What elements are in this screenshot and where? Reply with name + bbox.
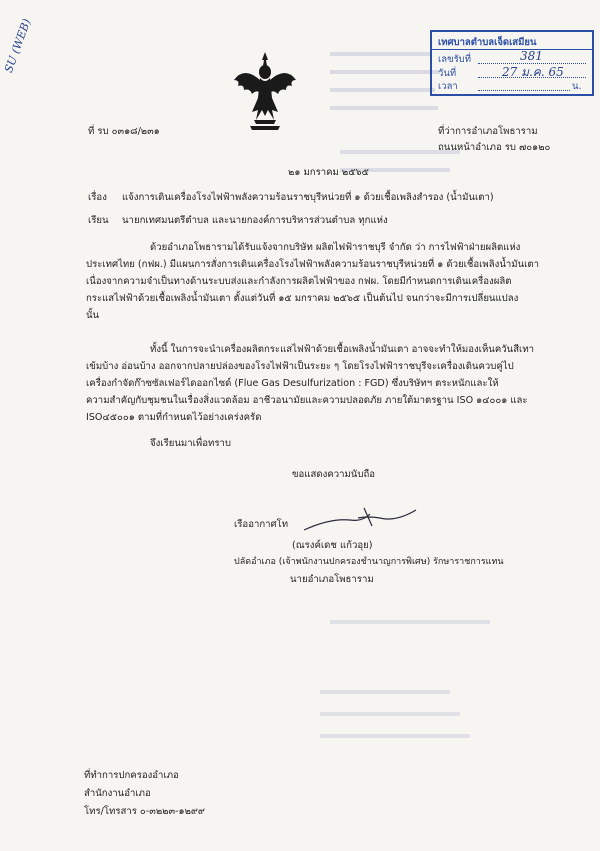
- recipient-text: นายกเทศมนตรีตำบล และนายกองค์การบริหารส่วนตำบล ทุกแห่ง: [122, 215, 388, 226]
- signer-position-1: ปลัดอำเภอ (เจ้าพนักงานปกครองชำนาญการพิเศษ) รักษาราชการแทน: [234, 557, 504, 567]
- stamp-title: เทศบาลตำบลเจ็ดเสมียน: [438, 37, 537, 48]
- stamp-no-value: 381: [520, 49, 543, 63]
- stamp-time-label: เวลา: [438, 81, 458, 92]
- receipt-stamp: [430, 30, 594, 96]
- signer-name: (ณรงค์เดช แก้วอุย): [292, 540, 373, 551]
- p2-line-4: ความสำคัญกับชุมชนในเรื่องสิ่งแวดล้อม อาชีวอนามัยและความปลอดภัย ภายใต้มาตรฐาน ISO ๑๔๐๐๑ และ: [86, 395, 528, 406]
- stamp-time-value: น.: [572, 81, 582, 92]
- footer-office: ที่ทำการปกครองอำเภอ: [84, 770, 179, 781]
- margin-note: SU (WEB): [2, 17, 34, 75]
- p1-line-5: นั้น: [86, 310, 100, 321]
- p2-line-5: ISO๔๕๐๐๑ ตามที่กำหนดไว้อย่างเคร่งครัด: [86, 412, 262, 423]
- handwritten-signature: [300, 500, 420, 540]
- p2-line-3: เครื่องกำจัดก๊าซซัลเฟอร์ไดออกไซด์ (Flue Gas Desulfurization : FGD) ซึ่งบริษัทฯ ตระหนักและให้: [86, 378, 499, 389]
- stamp-date-label: วันที่: [438, 68, 457, 79]
- office-line-2: ถนนหน้าอำเภอ รบ ๗๐๑๒๐: [438, 142, 551, 153]
- doc-date: ๒๑ มกราคม ๒๕๖๕: [288, 167, 369, 178]
- doc-number: ที่ รบ ๐๓๑๘/๒๓๑: [88, 126, 160, 137]
- subject-label: เรื่อง: [88, 192, 107, 203]
- salutation: ขอแสดงความนับถือ: [292, 469, 376, 480]
- footer-phone: โทร/โทรสาร ๐-๓๒๒๓-๑๒๙๙: [84, 806, 205, 817]
- p2-line-2: เข้มบ้าง อ่อนบ้าง ออกจากปลายปล่องของโรงไฟฟ้าเป็นระยะ ๆ โดยโรงไฟฟ้าราชบุรีจะเครื่องเดินควบคู่ไป: [86, 361, 514, 372]
- p1-line-4: กระแสไฟฟ้าด้วยเชื้อเพลิงน้ำมันเตา ตั้งแต่วันที่ ๑๕ มกราคม ๒๕๖๕ เป็นต้นไป จนกว่าจะมีการเปลี่ยนแปลง: [86, 293, 519, 304]
- subject-text: แจ้งการเดินเครื่องโรงไฟฟ้าพลังความร้อนราชบุรีหน่วยที่ ๑ ด้วยเชื้อเพลิงสำรอง (น้ำมันเตา): [122, 192, 494, 203]
- stamp-no-label: เลขรับที่: [438, 54, 471, 65]
- p1-line-2: ประเทศไทย (กฟผ.) มีแผนการสั่งการเดินเครื่องโรงไฟฟ้าพลังความร้อนราชบุรีหน่วยที่ ๑ ด้วยเชื้อเพลิงน้ำมันเตา: [86, 259, 540, 270]
- signer-position-2: นายอำเภอโพธาราม: [290, 574, 374, 585]
- p1-line-1: ด้วยอำเภอโพธารามได้รับแจ้งจากบริษัท ผลิตไฟฟ้าราชบุรี จำกัด ว่า การไฟฟ้าฝ่ายผลิตแห่ง: [150, 242, 521, 253]
- p2-line-1: ทั้งนี้ ในการจะนำเครื่องผลิตกระแสไฟฟ้าด้วยเชื้อเพลิงน้ำมันเตา อาจจะทำให้มองเห็นควันสีเทา: [150, 344, 535, 355]
- signer-rank: เรืออากาศโท: [234, 519, 289, 530]
- footer-section: สำนักงานอำเภอ: [84, 788, 151, 799]
- p1-line-3: เนื่องจากความจำเป็นทางด้านระบบส่งและกำลังการผลิตไฟฟ้าของ กฟผ. โดยมีกำหนดการเดินเครื่องผลิต: [86, 276, 512, 287]
- office-line-1: ที่ว่าการอำเภอโพธาราม: [438, 126, 538, 137]
- recipient-label: เรียน: [88, 215, 109, 226]
- stamp-date-value: 27 ม.ค. 65: [502, 65, 564, 79]
- closing-text: จึงเรียนมาเพื่อทราบ: [150, 438, 231, 449]
- garuda-emblem-icon: [230, 50, 300, 132]
